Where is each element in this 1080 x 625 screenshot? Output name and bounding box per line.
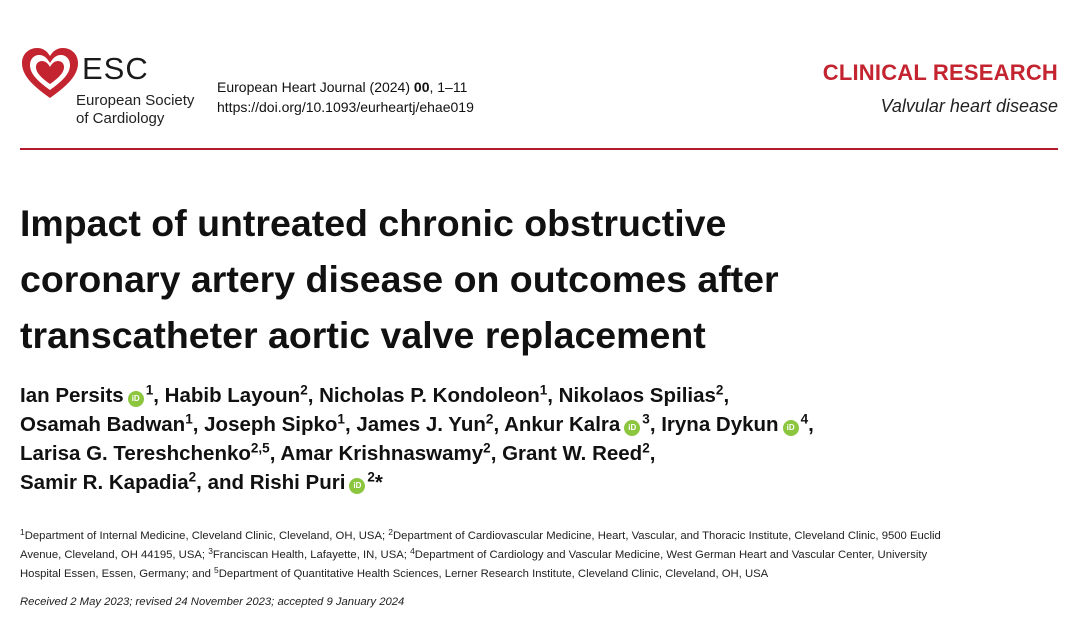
received-dates: Received 2 May 2023; revised 24 November 2023; accepted 9 January 2024: [20, 596, 405, 608]
author-name[interactable]: and Rishi Puri: [207, 471, 346, 494]
doi-link[interactable]: https://doi.org/10.1093/eurheartj/ehae019: [217, 99, 474, 115]
author-separator: ,: [808, 413, 814, 436]
journal-line: [217, 77, 474, 97]
author-name[interactable]: Joseph Sipko: [204, 413, 338, 436]
author-name[interactable]: Ankur Kalra: [504, 413, 621, 436]
author-separator: ,: [649, 442, 656, 465]
affiliation-number: 4: [410, 546, 415, 557]
author-name[interactable]: Osamah Badwan: [20, 413, 186, 436]
author-separator: *: [374, 471, 383, 494]
author-separator: ,: [723, 384, 730, 407]
author-separator: ,: [547, 384, 559, 407]
author-affiliation-number: 1: [337, 411, 345, 427]
author-name[interactable]: Habib Layoun: [164, 384, 301, 407]
affiliation-text: Hospital Essen, Essen, Germany; and: [20, 568, 215, 580]
author-separator: ,: [649, 413, 662, 436]
society-name: [76, 92, 194, 128]
author-affiliation-number: 1: [185, 411, 193, 427]
orcid-icon[interactable]: iD: [128, 391, 144, 407]
affiliation-text: Department of Quantitative Health Sciences, Lerner Research Institute, Cleveland Clinic, Cleveland, OH, USA: [218, 568, 769, 580]
author-name[interactable]: Larisa G. Tereshchenko: [20, 442, 251, 465]
author-separator: ,: [192, 413, 205, 436]
author-name[interactable]: Grant W. Reed: [502, 442, 643, 465]
author-affiliation-number: 2: [483, 440, 491, 456]
article-category: CLINICAL RESEARCH: [822, 60, 1058, 85]
author-list: [20, 381, 1065, 497]
author-name[interactable]: Samir R. Kapadia: [20, 471, 189, 494]
author-separator: ,: [196, 471, 208, 494]
title-line: coronary artery disease on outcomes after: [20, 258, 779, 300]
title-line: transcatheter aortic valve replacement: [20, 314, 706, 356]
society-line-2: of Cardiology: [76, 110, 165, 127]
affiliation-text: Avenue, Cleveland, OH 44195, USA;: [20, 549, 209, 561]
journal-citation: [217, 77, 474, 117]
author-name[interactable]: Nikolaos Spilias: [558, 384, 716, 407]
journal-name: European Heart Journal (2024): [217, 79, 414, 95]
author-affiliation-number: 2: [715, 382, 724, 398]
author-name[interactable]: Nicholas P. Kondoleon: [319, 384, 540, 407]
author-line: [20, 468, 1065, 497]
society-line-1: European Society: [76, 92, 195, 109]
author-line: [20, 439, 1065, 468]
author-affiliation-number: 2: [300, 382, 308, 398]
author-line: [20, 381, 1065, 410]
author-separator: ,: [490, 442, 503, 465]
author-name[interactable]: Amar Krishnaswamy: [280, 442, 484, 465]
author-separator: ,: [307, 384, 320, 407]
journal-pages: , 1–11: [429, 79, 468, 95]
author-separator: ,: [269, 442, 281, 465]
author-affiliation-number: 2: [367, 469, 375, 485]
author-separator: ,: [153, 384, 165, 407]
author-name[interactable]: Iryna Dykun: [661, 413, 779, 436]
author-affiliation-number: 2: [485, 411, 494, 427]
affiliation-line: [20, 546, 1065, 565]
author-separator: ,: [493, 413, 505, 436]
author-affiliation-number: 3: [642, 411, 650, 427]
journal-volume: 00: [413, 79, 430, 95]
logo-wordmark: ESC: [82, 51, 149, 86]
affiliation-line: [20, 527, 1065, 546]
orcid-icon[interactable]: iD: [349, 478, 365, 494]
article-title: [20, 195, 1060, 363]
author-affiliation-number: 2: [642, 440, 650, 456]
affiliation-number: 2: [388, 527, 393, 538]
author-line: [20, 410, 1065, 439]
affiliation-line: [20, 565, 1065, 584]
affiliation-text: Department of Cardiovascular Medicine, Heart, Vascular, and Thoracic Institute, Cleveland Clinic, 9500 Euclid: [393, 530, 941, 542]
affiliation-text: Franciscan Health, Lafayette, IN, USA;: [212, 549, 411, 561]
title-line: Impact of untreated chronic obstructive: [20, 202, 727, 244]
author-name[interactable]: Ian Persits: [20, 384, 124, 407]
author-affiliation-number: 4: [800, 411, 809, 427]
affiliation-number: 5: [214, 565, 219, 576]
author-name[interactable]: James J. Yun: [356, 413, 486, 436]
affiliations: [20, 527, 1065, 584]
author-separator: ,: [344, 413, 357, 436]
article-subcategory: Valvular heart disease: [880, 96, 1058, 116]
author-affiliation-number: 1: [539, 382, 548, 398]
orcid-icon[interactable]: iD: [624, 420, 640, 436]
affiliation-text: Department of Internal Medicine, Cleveland Clinic, Cleveland, OH, USA;: [24, 530, 389, 542]
header-divider: [20, 148, 1058, 150]
affiliation-number: 3: [208, 546, 213, 557]
author-affiliation-number: 1: [145, 382, 154, 398]
esc-heart-logo: [20, 46, 80, 102]
affiliation-text: Department of Cardiology and Vascular Medicine, West German Heart and Vascular Center, University: [414, 549, 928, 561]
author-affiliation-number: 2: [188, 469, 197, 485]
author-affiliation-number: 2,5: [250, 440, 270, 456]
affiliation-number: 1: [20, 527, 25, 538]
orcid-icon[interactable]: iD: [783, 420, 799, 436]
